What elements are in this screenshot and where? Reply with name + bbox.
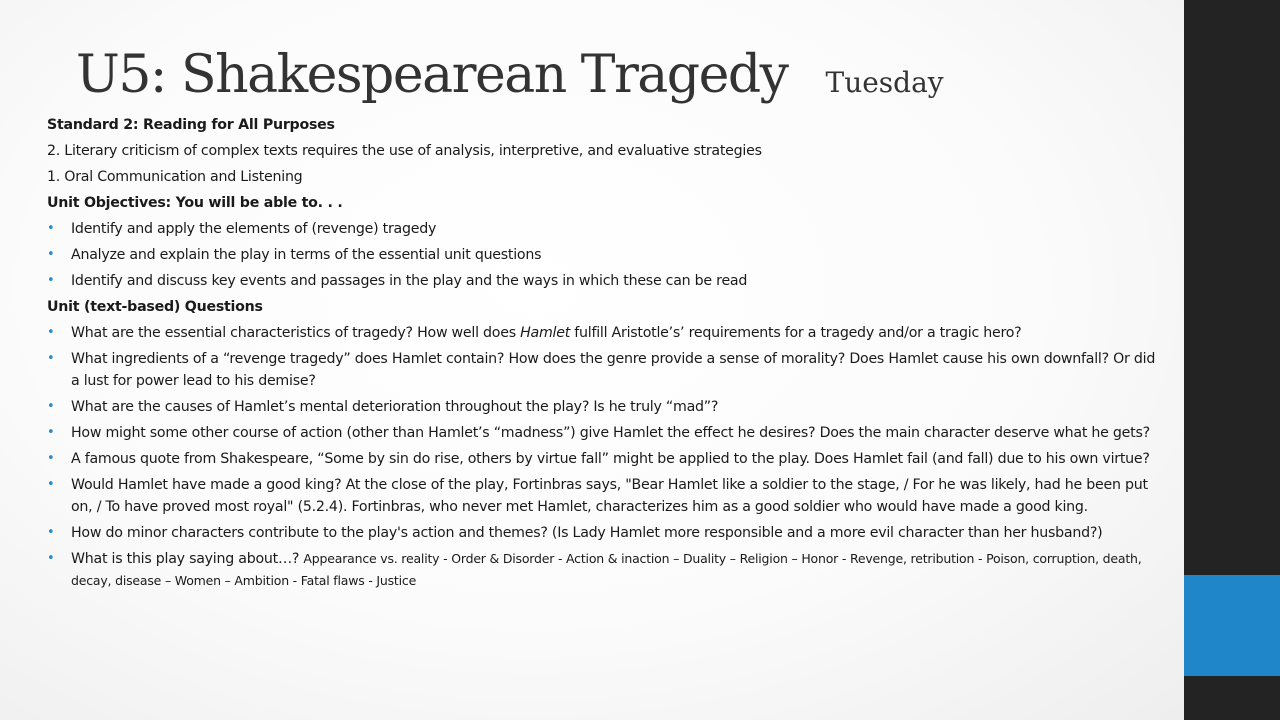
bullet-icon: •	[47, 399, 55, 414]
bullet-icon: •	[47, 477, 55, 492]
objectives-list	[47, 218, 1162, 292]
questions-heading: Unit (text-based) Questions	[47, 299, 263, 315]
list-item: • How do minor characters contribute to the play's action and themes? (Is Lady Hamlet more responsible and a more evil character than her husband?)	[47, 522, 1162, 544]
title-text: U5: Shakespearean Tragedy	[76, 45, 788, 105]
list-item: • What are the essential characteristics of tragedy? How well does Hamlet fulfill Aristotle’s’ requirements for a tragedy and/or a tragic hero?	[47, 322, 1162, 344]
bullet-icon: •	[47, 525, 55, 540]
bullet-icon: •	[47, 273, 55, 288]
bullet-icon: •	[47, 325, 55, 340]
list-item: • Identify and apply the elements of (revenge) tragedy	[47, 218, 1162, 240]
list-item: • How might some other course of action (other than Hamlet’s “madness”) give Hamlet the effect he desires? Does the main character deserve what he gets?	[47, 422, 1162, 444]
themes-list: Appearance vs. reality - Order & Disorder - Action & inaction – Duality – Religion – Honor - Revenge, retribution - Poison, corruption, death, decay, disease – Women – Ambition - Fatal flaws - Justice	[71, 551, 1142, 588]
list-item: • What are the causes of Hamlet’s mental deterioration throughout the play? Is he truly “mad”?	[47, 396, 1162, 418]
questions-list	[47, 322, 1162, 592]
list-item: • Identify and discuss key events and passages in the play and the ways in which these can be read	[47, 270, 1162, 292]
bullet-icon: •	[47, 247, 55, 262]
accent-block	[1184, 575, 1280, 676]
standard-item-1: 1. Oral Communication and Listening	[47, 169, 303, 185]
list-item: • A famous quote from Shakespeare, “Some by sin do rise, others by virtue fall” might be applied to the play. Does Hamlet fail (and fall) due to his own virtue?	[47, 448, 1162, 470]
objectives-heading: Unit Objectives: You will be able to. . .	[47, 195, 343, 211]
bullet-icon: •	[47, 551, 55, 566]
bullet-icon: •	[47, 221, 55, 236]
bullet-icon: •	[47, 425, 55, 440]
bullet-icon: •	[47, 351, 55, 366]
standard-heading: Standard 2: Reading for All Purposes	[47, 117, 335, 133]
slide-body	[47, 114, 1162, 596]
day-label: Tuesday	[825, 66, 944, 99]
slide-title	[76, 40, 944, 118]
bullet-icon: •	[47, 451, 55, 466]
list-item: • What ingredients of a “revenge tragedy” does Hamlet contain? How does the genre provide a sense of morality? Does Hamlet cause his own downfall? Or did a lust for power lead to his demise?	[47, 348, 1162, 392]
list-item: • Analyze and explain the play in terms of the essential unit questions	[47, 244, 1162, 266]
list-item: • What is this play saying about…? Appearance vs. reality - Order & Disorder - Action & inaction – Duality – Religion – Honor - Revenge, retribution - Poison, corruption, death, decay, disease – Women – Ambition - Fatal flaws - Justice	[47, 548, 1162, 592]
list-item: • Would Hamlet have made a good king? At the close of the play, Fortinbras says, "Bear Hamlet like a soldier to the stage, / For he was likely, had he been put on, / To have proved most royal" (5.2.4). Fortinbras, who never met Hamlet, characterizes him as a good soldier who would have made a good king.	[47, 474, 1162, 518]
standard-item-2: 2. Literary criticism of complex texts requires the use of analysis, interpretive, and evaluative strategies	[47, 143, 762, 159]
